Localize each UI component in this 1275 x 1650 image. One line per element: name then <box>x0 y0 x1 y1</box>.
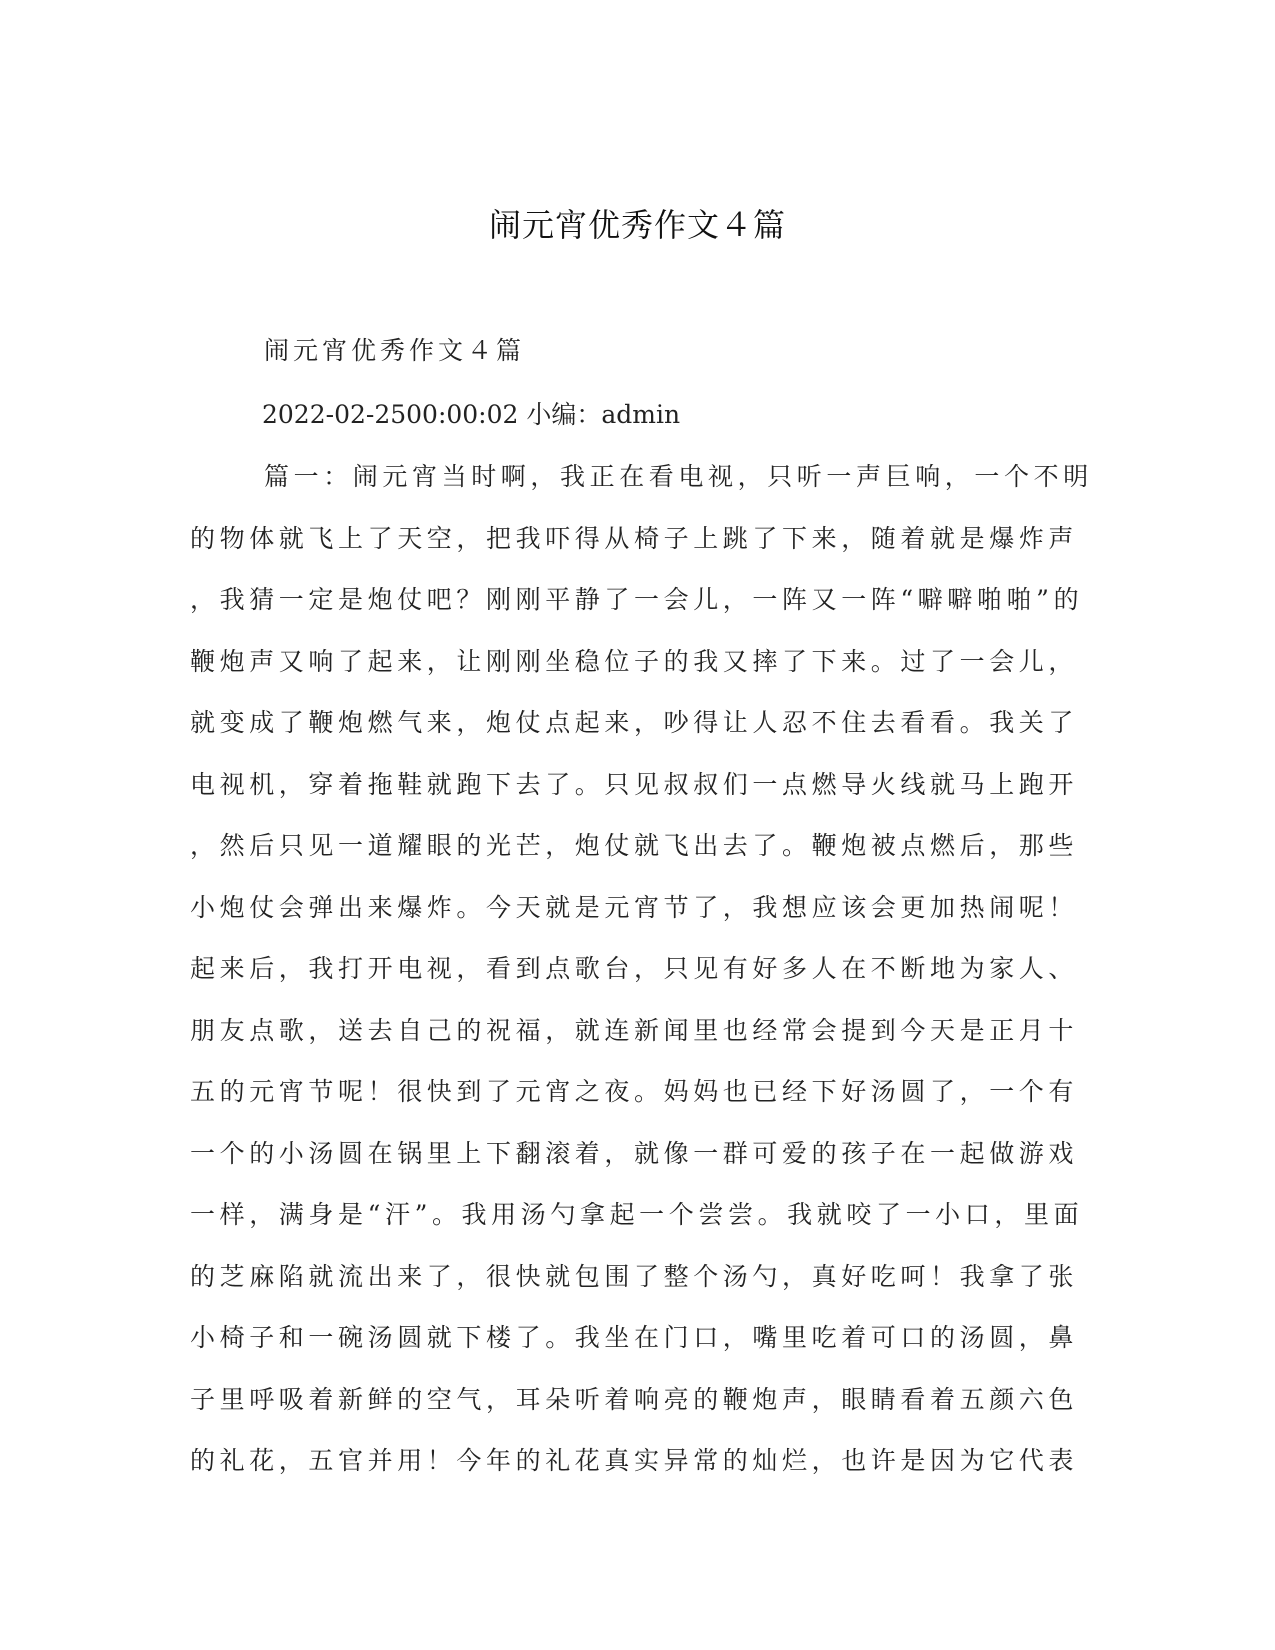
body-line: 一个的小汤圆在锅里上下翻滚着，就像一群可爱的孩子在一起做游戏 <box>190 1138 1079 1168</box>
body-line: ，我猜一定是炮仗吧？刚刚平静了一会儿，一阵又一阵“噼噼啪啪”的 <box>190 585 1084 614</box>
body-line: ，然后只见一道耀眼的光芒，炮仗就飞出去了。鞭炮被点燃后，那些 <box>190 831 1079 860</box>
body-line: 五的元宵节呢！很快到了元宵之夜。妈妈也已经下好汤圆了，一个有 <box>190 1077 1079 1106</box>
body-line: 的芝麻陷就流出来了，很快就包围了整个汤勺，真好吃呵！我拿了张 <box>190 1261 1079 1291</box>
body-line: 一样，满身是“汗”。我用汤勺拿起一个尝尝。我就咬了一小口，里面 <box>190 1200 1084 1229</box>
body-line: 子里呼吸着新鲜的空气，耳朵听着响亮的鞭炮声，眼睛看着五颜六色 <box>190 1384 1079 1414</box>
body-line: 小炮仗会弹出来爆炸。今天就是元宵节了，我想应该会更加热闹呢！ <box>190 892 1079 922</box>
body-line: 篇一：闹元宵当时啊，我正在看电视，只听一声巨响，一个不明 <box>264 462 1093 491</box>
body-line: 的礼花，五官并用！今年的礼花真实异常的灿烂，也许是因为它代表 <box>190 1446 1079 1475</box>
document-title: 闹元宵优秀作文４篇 <box>488 206 786 244</box>
body-line: 起来后，我打开电视，看到点歌台，只见有好多人在不断地为家人、 <box>190 954 1079 983</box>
article-meta: 2022-02-2500:00:02 小编：admin <box>262 400 681 429</box>
body-line: 电视机，穿着拖鞋就跑下去了。只见叔叔们一点燃导火线就马上跑开 <box>190 769 1079 799</box>
body-line: 小椅子和一碗汤圆就下楼了。我坐在门口，嘴里吃着可口的汤圆，鼻 <box>190 1323 1079 1352</box>
article-body <box>190 460 1093 1506</box>
body-line: 的物体就飞上了天空，把我吓得从椅子上跳了下来，随着就是爆炸声 <box>190 523 1079 553</box>
body-line: 朋友点歌，送去自己的祝福，就连新闻里也经常会提到今天是正月十 <box>190 1015 1079 1045</box>
body-line: 鞭炮声又响了起来，让刚刚坐稳位子的我又摔了下来。过了一会儿， <box>190 646 1079 676</box>
body-line: 就变成了鞭炮燃气来，炮仗点起来，吵得让人忍不住去看看。我关了 <box>190 708 1079 737</box>
article-subtitle: 闹元宵优秀作文４篇 <box>264 336 526 365</box>
